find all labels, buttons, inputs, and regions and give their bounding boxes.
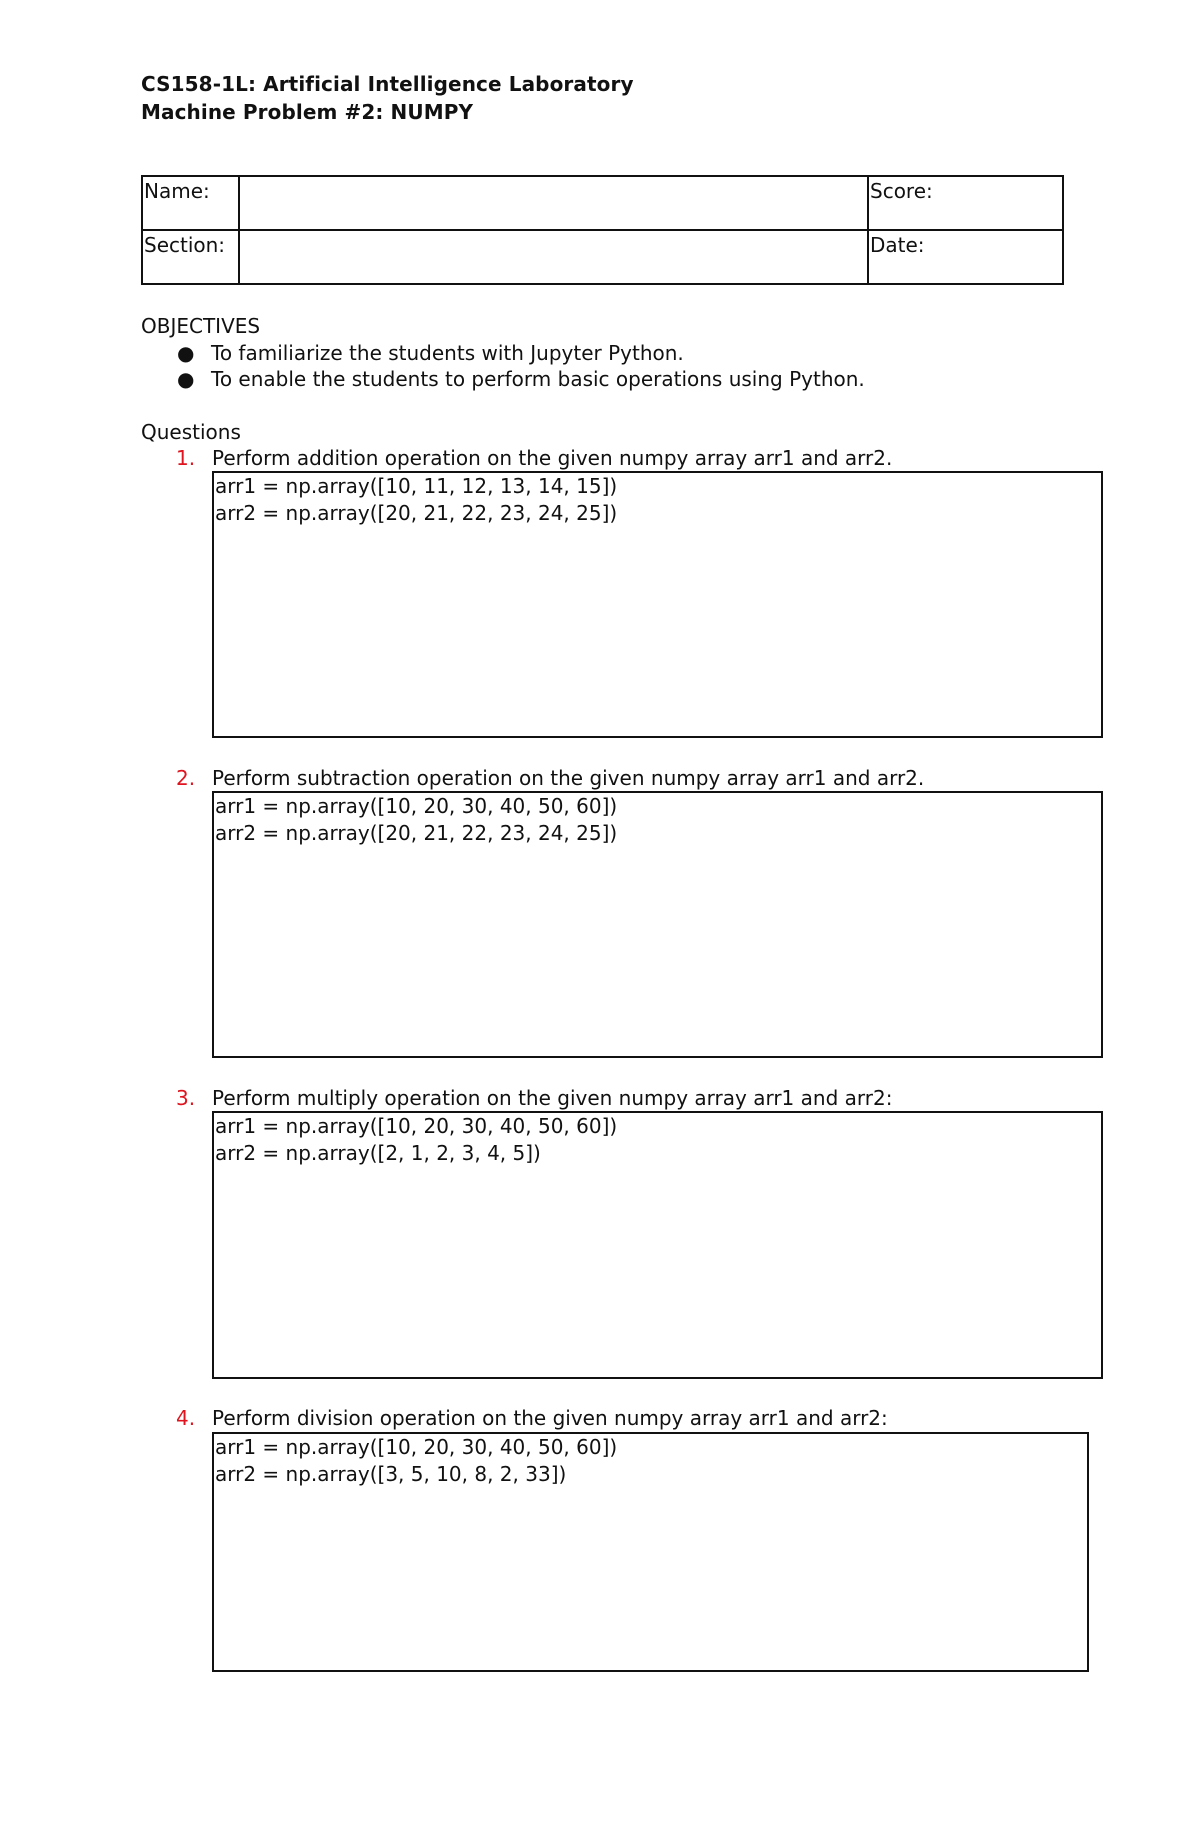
problem-title: Machine Problem #2: NUMPY — [141, 100, 474, 124]
question-1 — [176, 446, 892, 470]
name-label: Name: — [142, 176, 239, 230]
section-field[interactable] — [239, 230, 868, 284]
question-2 — [176, 766, 924, 790]
questions-heading: Questions — [141, 420, 241, 444]
question-number: 3. — [176, 1086, 196, 1110]
score-label: Score: — [868, 176, 1063, 230]
code-line: arr2 = np.array([20, 21, 22, 23, 24, 25]) — [215, 501, 618, 525]
date-label: Date: — [868, 230, 1063, 284]
question-number: 2. — [176, 766, 196, 790]
question-number: 4. — [176, 1406, 196, 1430]
code-line: arr1 = np.array([10, 20, 30, 40, 50, 60]) — [215, 1435, 618, 1459]
code-line: arr2 = np.array([20, 21, 22, 23, 24, 25]) — [215, 821, 618, 845]
answer-box-1[interactable] — [212, 471, 1103, 738]
objective-text: To familiarize the students with Jupyter Python. — [211, 341, 684, 365]
question-4 — [176, 1406, 888, 1430]
answer-box-4[interactable] — [212, 1432, 1089, 1672]
objective-item — [177, 341, 684, 365]
bullet-icon: ● — [177, 367, 195, 391]
answer-box-2[interactable] — [212, 791, 1103, 1058]
objective-item — [177, 367, 865, 391]
code-line: arr1 = np.array([10, 11, 12, 13, 14, 15]) — [215, 474, 618, 498]
objectives-heading: OBJECTIVES — [141, 314, 261, 338]
code-line: arr2 = np.array([3, 5, 10, 8, 2, 33]) — [215, 1462, 567, 1486]
question-number: 1. — [176, 446, 196, 470]
name-field[interactable] — [239, 176, 868, 230]
question-text: Perform division operation on the given numpy array arr1 and arr2: — [212, 1406, 888, 1430]
student-info-table — [141, 175, 1064, 285]
code-line: arr1 = np.array([10, 20, 30, 40, 50, 60]) — [215, 1114, 618, 1138]
question-3 — [176, 1086, 892, 1110]
objective-text: To enable the students to perform basic operations using Python. — [211, 367, 865, 391]
question-text: Perform addition operation on the given numpy array arr1 and arr2. — [212, 446, 893, 470]
code-line: arr1 = np.array([10, 20, 30, 40, 50, 60]) — [215, 794, 618, 818]
question-text: Perform multiply operation on the given numpy array arr1 and arr2: — [212, 1086, 893, 1110]
section-label: Section: — [142, 230, 239, 284]
code-line: arr2 = np.array([2, 1, 2, 3, 4, 5]) — [215, 1141, 541, 1165]
question-text: Perform subtraction operation on the given numpy array arr1 and arr2. — [212, 766, 925, 790]
course-title: CS158-1L: Artificial Intelligence Laboratory — [141, 72, 634, 96]
answer-box-3[interactable] — [212, 1111, 1103, 1379]
bullet-icon: ● — [177, 341, 195, 365]
